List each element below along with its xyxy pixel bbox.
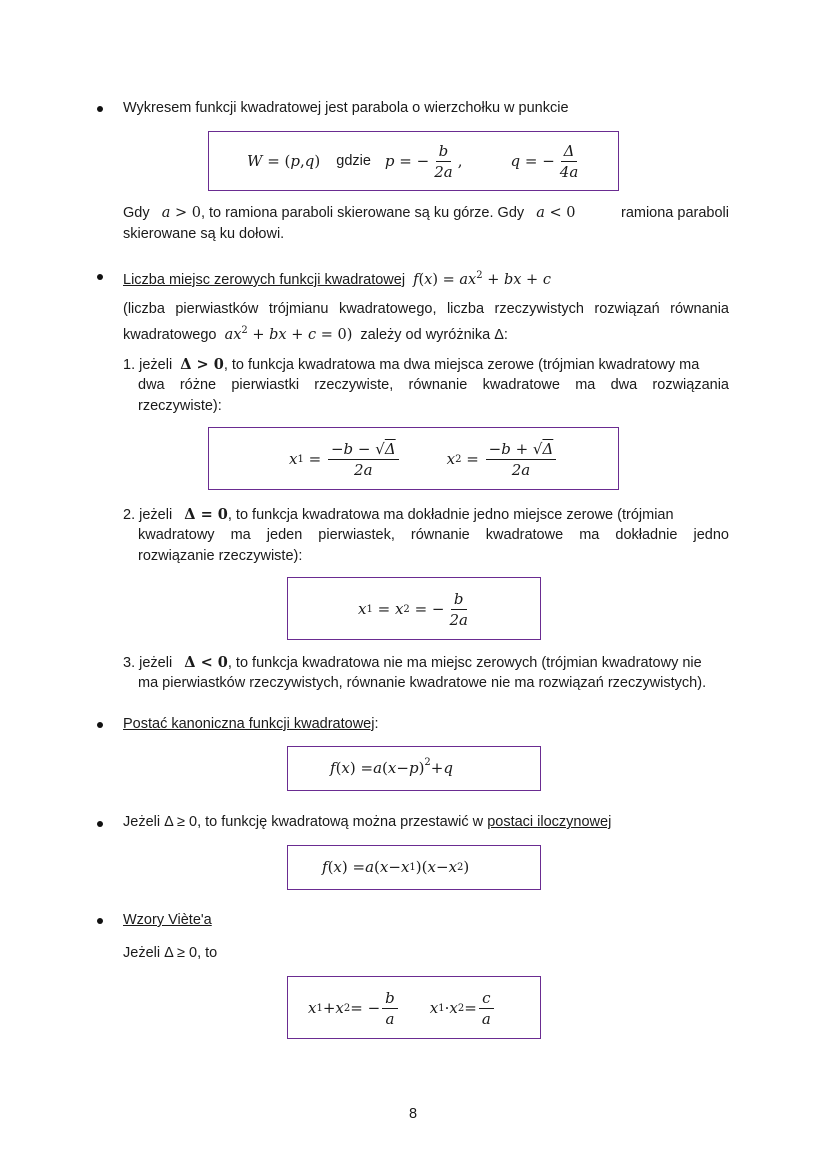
viete-formula-box (287, 976, 541, 1039)
zeros-desc-2: kwadratowego $ax^2$ + bx + c = 0) zależy od wyróżnika Δ: (123, 325, 508, 343)
canonical-formula-box (287, 746, 541, 791)
viete-formula: x 1 + x 2 = − $\frac{b}{a}$ x 1 · x 2 = $\frac{c}{a}$ (308, 985, 496, 1031)
roots-formula: x 1 = $\frac{-b - √\Delta}{2a}$ x 2 = $\frac{-b + √\Delta}{2a}$ (289, 436, 558, 482)
bullet-2 (97, 274, 103, 280)
canonical-heading: Postać kanoniczna funkcji kwadratowej: (123, 716, 379, 732)
bullet-5 (97, 918, 103, 924)
case-3-line-1: 3. jeżeli Δ < 0, to funkcja kwadratowa nie ma miejsc zerowych (trójmian kwadratowy nie (123, 654, 702, 671)
case-1-line-3: rzeczywiste): (138, 398, 222, 414)
case-2-line-2: kwadratowy ma jeden pierwiastek, równanie kwadratowe ma dokładnie jedno (138, 527, 729, 543)
gdy-line-2: skierowane są ku dołowi. (123, 226, 285, 242)
roots-formula-box (208, 427, 619, 490)
vertex-formula: W = ( p , q ) gdzie p = − $\frac{b}{2a}$ , q = − $\frac{\Delta}{4a}$ (247, 141, 579, 181)
bullet-3 (97, 722, 103, 728)
zeros-heading: Liczba miejsc zerowych funkcji kwadratowej $f(x) = ax^2$ + bx + c (123, 270, 551, 288)
gdzie-label: gdzie (336, 152, 371, 169)
double-root-formula: x 1 = x 2 = − $\frac{b}{2a}$ (358, 589, 468, 629)
case-3-line-2: ma pierwiastków rzeczywistych, równanie kwadratowe nie ma rozwiązań rzeczywistych). (138, 675, 707, 691)
viete-condition: Jeżeli Δ ≥ 0, to (123, 945, 218, 961)
case-1-line-1: 1. jeżeli Δ > 0, to funkcja kwadratowa ma dwa miejsca zerowe (trójmian kwadratowy ma (123, 356, 700, 373)
vertex-text: Wykresem funkcji kwadratowej jest parabola o wierzchołku w punkcie (123, 100, 569, 116)
case-2-line-1: 2. jeżeli Δ = 0, to funkcja kwadratowa ma dokładnie jedno miejsce zerowe (trójmian (123, 506, 674, 523)
case-2-line-3: rozwiązanie rzeczywiste): (138, 548, 303, 564)
vertex-formula-box (208, 131, 619, 191)
bullet-1 (97, 106, 103, 112)
canonical-formula: f ( x ) = a ( x − p ) $^2$ + q (330, 756, 453, 777)
page-number: 8 (409, 1106, 418, 1122)
product-formula: f ( x ) = a ( x − x 1 )( x − x 2 ) (322, 858, 470, 876)
zeros-desc-1: (liczba pierwiastków trójmianu kwadratowego, liczba rzeczywistych rozwiązań równania (123, 301, 729, 317)
gdy-line-1: Gdy a > 0, to ramiona paraboli skierowane są ku górze. Gdy a < 0 ramiona paraboli (123, 205, 729, 221)
product-form-heading: Jeżeli Δ ≥ 0, to funkcję kwadratową można przestawić w postaci iloczynowej (123, 814, 612, 830)
bullet-4 (97, 821, 103, 827)
case-1-line-2: dwa różne pierwiastki rzeczywiste, równanie kwadratowe ma dwa rozwiązania (138, 377, 729, 393)
double-root-box (287, 577, 541, 640)
viete-heading: Wzory Viète'a (123, 912, 212, 928)
product-formula-box (287, 845, 541, 890)
